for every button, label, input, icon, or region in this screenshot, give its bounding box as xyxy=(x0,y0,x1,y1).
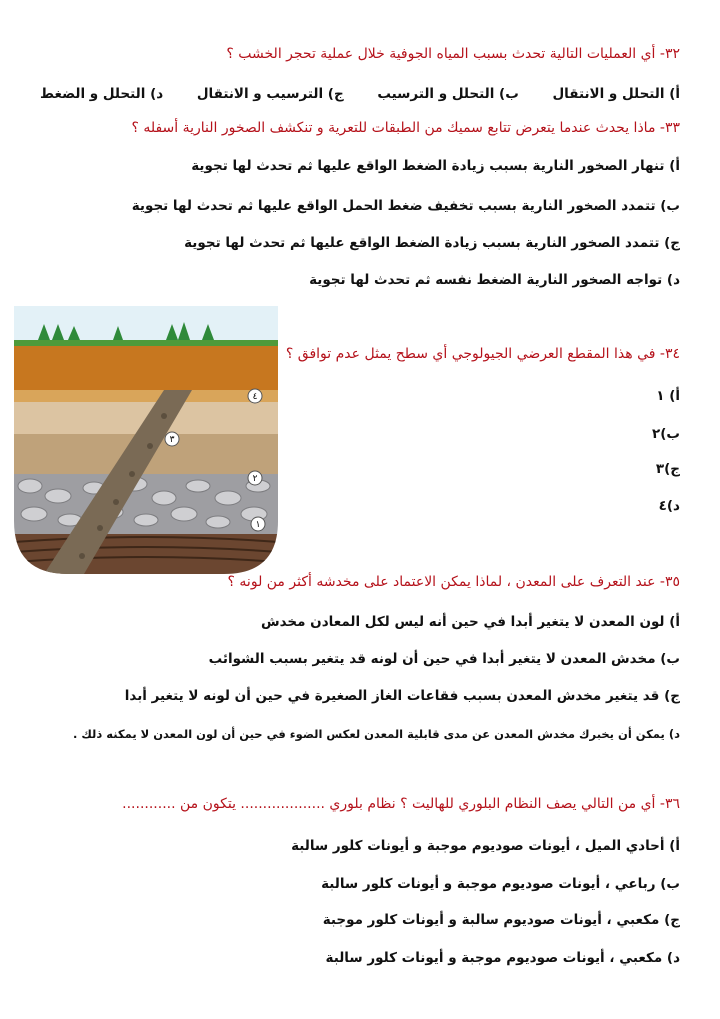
topsoil-layer xyxy=(14,346,278,390)
marker-label-3: ٣ xyxy=(169,435,175,445)
marker-label-2: ٢ xyxy=(252,474,258,484)
q34-option-a[interactable]: أ) ١ xyxy=(656,388,680,404)
q35-option-a[interactable]: أ) لون المعدن لا يتغير أبدا في حين أنه ليس لكل المعادن مخدش xyxy=(260,614,680,630)
question-35: ٣٥- عند التعرف على المعدن ، لماذا يمكن الاعتماد على مخدشه أكثر من لونه ؟ xyxy=(227,574,680,590)
q33-option-d[interactable]: د) تواجه الصخور النارية الضغط نفسه ثم تحدث لها تجوية xyxy=(309,272,680,288)
q36-option-a[interactable]: أ) أحادي الميل ، أيونات صوديوم موجبة و أيونات كلور سالبة xyxy=(291,838,680,854)
question-36: ٣٦- أي من التالي يصف النظام البلوري للهاليت ؟ نظام بلوري ................... يتكون من ............ xyxy=(122,796,680,812)
q32-option-d[interactable]: د) التحلل و الضغط xyxy=(40,86,164,102)
q34-option-c[interactable]: ج)٣ xyxy=(655,461,680,477)
q36-option-b[interactable]: ب) رباعي ، أيونات صوديوم موجبة و أيونات كلور سالبة xyxy=(321,876,680,892)
q36-option-d[interactable]: د) مكعبي ، أيونات صوديوم موجبة و أيونات كلور سالبة xyxy=(325,950,680,966)
q36-option-c[interactable]: ج) مكعبي ، أيونات صوديوم سالبة و أيونات كلور موجبة xyxy=(322,912,680,928)
q33-option-c[interactable]: ج) تتمدد الصخور النارية بسبب زيادة الضغط الواقع عليها ثم تحدث لها تجوية xyxy=(184,235,680,251)
question-32: ٣٢- أي العمليات التالية تحدث بسبب المياه الجوفية خلال عملية تحجر الخشب ؟ xyxy=(226,46,680,62)
marker-label-4: ٤ xyxy=(252,392,258,402)
q35-option-c[interactable]: ج) قد يتغير مخدش المعدن بسبب فقاعات الغاز الصغيرة في حين أن لونه لا يتغير أبدا xyxy=(124,688,680,704)
question-33: ٣٣- ماذا يحدث عندما يتعرض تتابع سميك من الطبقات للتعرية و تنكشف الصخور النارية أسفله ؟ xyxy=(131,120,680,136)
q33-option-a[interactable]: أ) تنهار الصخور النارية بسبب زيادة الضغط الواقع عليها ثم تحدث لها تجوية xyxy=(191,158,680,174)
q33-option-b[interactable]: ب) تتمدد الصخور النارية بسبب تخفيف ضغط الحمل الواقع عليها ثم تحدث لها تجوية xyxy=(131,198,680,214)
grass-layer xyxy=(14,340,278,346)
q35-option-b[interactable]: ب) مخدش المعدن لا يتغير أبدا في حين أن لونه قد يتغير بسبب الشوائب xyxy=(208,651,680,667)
question-34: ٣٤- في هذا المقطع العرضي الجيولوجي أي سطح يمثل عدم توافق ؟ xyxy=(285,346,680,362)
marker-label-1: ١ xyxy=(255,520,261,530)
q35-option-d[interactable]: د) يمكن أن يخبرك مخدش المعدن عن مدى قابلية المعدن لعكس الضوء في حين أن لون المعدن لا يمكنه ذلك . xyxy=(72,727,680,741)
q32-options xyxy=(40,84,680,104)
q32-option-a[interactable]: أ) التحلل و الانتقال xyxy=(552,86,680,102)
q34-option-b[interactable]: ب)٢ xyxy=(652,426,680,442)
subsoil-layer xyxy=(14,390,278,402)
q32-option-c[interactable]: ج) الترسيب و الانتقال xyxy=(196,86,344,102)
q34-option-d[interactable]: د)٤ xyxy=(658,498,680,514)
geologic-cross-section xyxy=(14,306,278,574)
q32-option-b[interactable]: ب) التحلل و الترسيب xyxy=(377,86,519,102)
